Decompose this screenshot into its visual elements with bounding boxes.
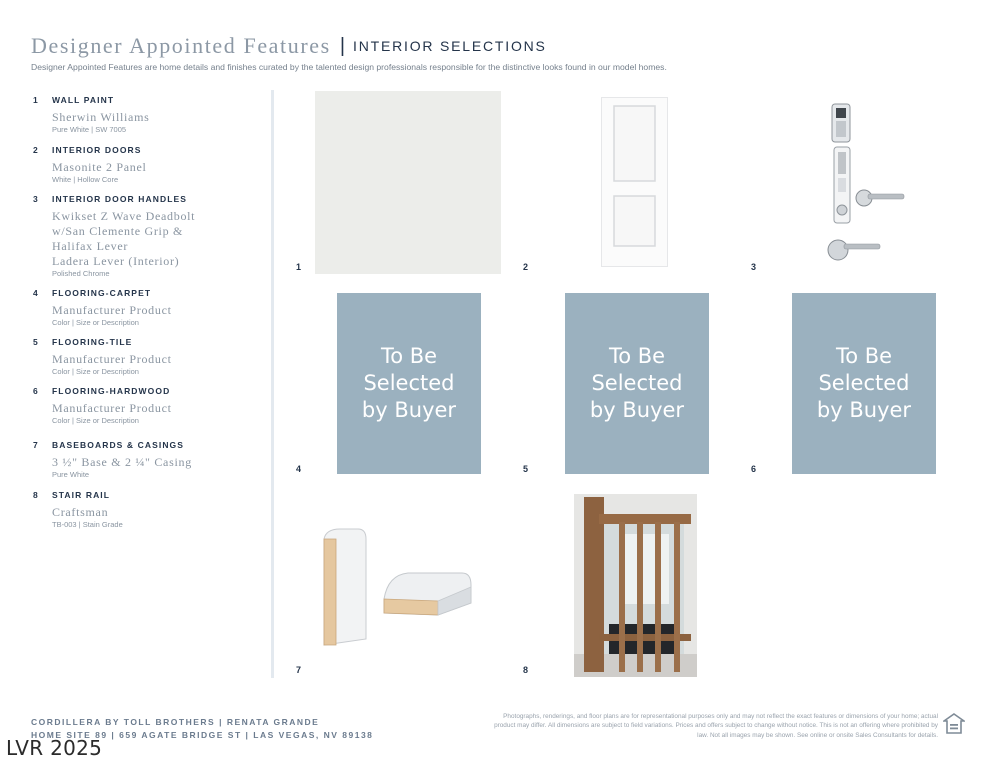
placeholder-hardwood xyxy=(792,293,936,474)
feature-item-baseboards-casings xyxy=(33,440,265,479)
placeholder-carpet xyxy=(337,293,481,474)
image-label-5: 5 xyxy=(523,464,529,474)
feature-number: 2 xyxy=(33,145,38,155)
footer-community: CORDILLERA BY TOLL BROTHERS | RENATA GRANDE xyxy=(31,717,320,727)
placeholder-text xyxy=(362,343,456,424)
placeholder-tile xyxy=(565,293,709,474)
feature-category: INTERIOR DOORS xyxy=(52,145,142,155)
page-header xyxy=(31,33,547,59)
feature-number: 7 xyxy=(33,440,38,450)
watermark: LVR 2025 xyxy=(6,736,103,760)
placeholder-line-1: To Be xyxy=(835,344,893,368)
placeholder-line-1: To Be xyxy=(608,344,666,368)
feature-number: 6 xyxy=(33,386,38,396)
feature-category: WALL PAINT xyxy=(52,95,115,105)
baseboard-casing-image xyxy=(318,525,478,650)
feature-number: 5 xyxy=(33,337,38,347)
placeholder-line-2: Selected xyxy=(818,371,910,395)
feature-list xyxy=(33,95,265,529)
image-label-1: 1 xyxy=(296,262,302,272)
feature-name: Craftsman xyxy=(52,505,109,519)
page-description: Designer Appointed Features are home details and finishes curated by the talented design professionals responsible for the distinctive looks found in our model homes. xyxy=(31,62,667,72)
feature-item-interior-doors xyxy=(33,145,265,184)
page-title: Designer Appointed Features xyxy=(31,33,331,58)
feature-item-interior-door-handles xyxy=(33,194,265,278)
feature-category: INTERIOR DOOR HANDLES xyxy=(52,194,188,204)
feature-name: 3 ½" Base & 2 ¼" Casing xyxy=(52,455,192,469)
placeholder-text xyxy=(817,343,911,424)
image-label-3: 3 xyxy=(751,262,757,272)
vertical-divider xyxy=(271,90,274,678)
feature-item-flooring-tile xyxy=(33,337,265,376)
paint-swatch xyxy=(315,91,501,274)
image-label-7: 7 xyxy=(296,665,302,675)
placeholder-text xyxy=(590,343,684,424)
feature-detail: Pure White | SW 7005 xyxy=(52,125,127,134)
feature-item-flooring-carpet xyxy=(33,288,265,327)
image-label-6: 6 xyxy=(751,464,757,474)
feature-name: Manufacturer Product xyxy=(52,303,172,317)
feature-name: Manufacturer Product xyxy=(52,401,172,415)
feature-category: FLOORING-HARDWOOD xyxy=(52,386,171,396)
feature-number: 8 xyxy=(33,490,38,500)
feature-item-wall-paint xyxy=(33,95,265,134)
feature-detail: TB-003 | Stain Grade xyxy=(52,520,123,529)
feature-item-flooring-hardwood xyxy=(33,386,265,425)
door-handles-image xyxy=(822,102,912,268)
placeholder-line-3: by Buyer xyxy=(361,398,457,422)
feature-category: BASEBOARDS & CASINGS xyxy=(52,440,185,450)
placeholder-line-1: To Be xyxy=(380,344,438,368)
feature-detail: Color | Size or Description xyxy=(52,367,139,376)
feature-detail: White | Hollow Core xyxy=(52,175,119,184)
feature-name: Kwikset Z Wave Deadbolt w/San Clemente Grip & Halifax Lever Ladera Lever (Interior) xyxy=(52,209,196,268)
placeholder-line-2: Selected xyxy=(363,371,455,395)
placeholder-line-2: Selected xyxy=(591,371,683,395)
equal-housing-opportunity-icon xyxy=(943,713,965,735)
feature-number: 3 xyxy=(33,194,38,204)
feature-detail: Color | Size or Description xyxy=(52,318,139,327)
placeholder-line-3: by Buyer xyxy=(589,398,685,422)
feature-category: FLOORING-TILE xyxy=(52,337,133,347)
feature-name: Manufacturer Product xyxy=(52,352,172,366)
feature-number: 1 xyxy=(33,95,38,105)
page-subtitle: INTERIOR SELECTIONS xyxy=(353,38,547,54)
placeholder-line-3: by Buyer xyxy=(816,398,912,422)
image-label-8: 8 xyxy=(523,665,529,675)
feature-number: 4 xyxy=(33,288,38,298)
feature-item-stair-rail xyxy=(33,490,265,529)
stair-rail-image xyxy=(574,494,697,677)
feature-category: STAIR RAIL xyxy=(52,490,111,500)
title-separator: | xyxy=(339,35,346,57)
feature-name: Sherwin Williams xyxy=(52,110,150,124)
footer-home-site: HOME SITE 89 | 659 AGATE BRIDGE ST | LAS VEGAS, NV 89138 xyxy=(31,730,374,740)
footer-disclaimer: Photographs, renderings, and floor plans are for representational purposes only and may not reflect the exact features or dimensions of your home; actual product may differ. All dimensions are subject to field variations. Prices and offers subject to change without notice. This is not an offering where prohibited by law. Not all images may be shown. See online or onsite Sales Consultants for details. xyxy=(494,713,938,739)
feature-detail: Polished Chrome xyxy=(52,269,110,278)
feature-name: Masonite 2 Panel xyxy=(52,160,147,174)
feature-detail: Pure White xyxy=(52,470,90,479)
image-label-2: 2 xyxy=(523,262,529,272)
feature-category: FLOORING-CARPET xyxy=(52,288,152,298)
door-image xyxy=(601,97,668,267)
image-label-4: 4 xyxy=(296,464,302,474)
feature-detail: Color | Size or Description xyxy=(52,416,139,425)
